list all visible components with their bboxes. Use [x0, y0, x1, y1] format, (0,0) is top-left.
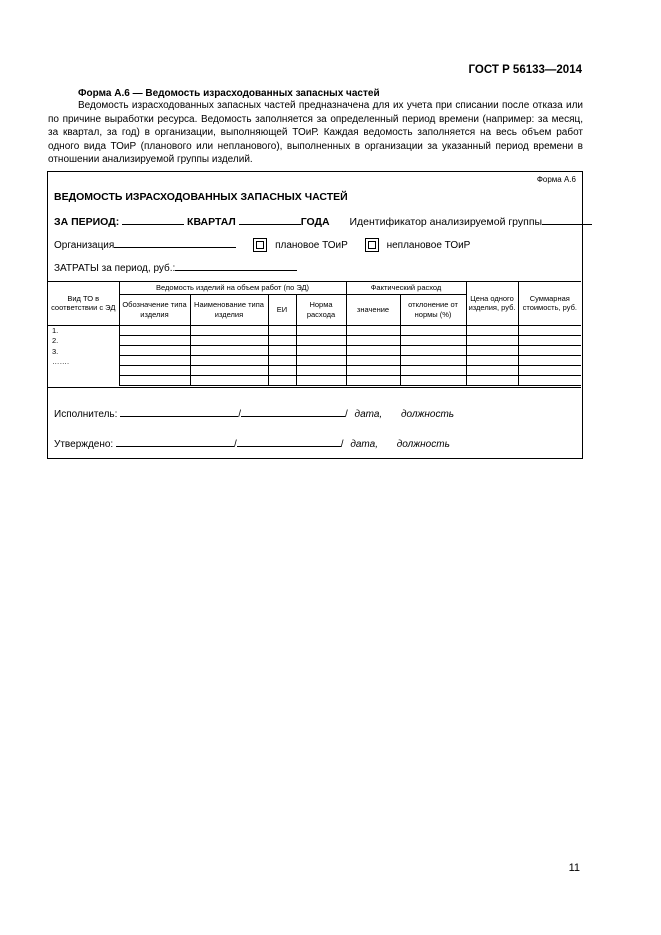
parts-table-wrapper	[48, 281, 581, 387]
table-cell[interactable]	[119, 325, 190, 335]
table-cell[interactable]	[518, 375, 581, 385]
table-cell[interactable]	[119, 355, 190, 365]
table-cell[interactable]	[296, 345, 346, 355]
form-heading: Форма А.6 — Ведомость израсходованных запасных частей	[78, 88, 380, 99]
table-cell[interactable]	[346, 375, 400, 385]
table-row	[48, 345, 581, 355]
table-cell[interactable]	[190, 325, 268, 335]
group-id-label: Идентификатор анализируемой группы	[349, 216, 543, 228]
table-cell[interactable]	[346, 325, 400, 335]
period-label: ЗА ПЕРИОД:	[54, 216, 120, 228]
group-actual-header: Фактический расход	[346, 282, 466, 294]
table-cell[interactable]	[400, 325, 466, 335]
item-numbers-cell	[48, 325, 119, 385]
unplanned-label: неплановое ТОиР	[386, 240, 471, 251]
table-cell[interactable]	[400, 345, 466, 355]
table-cell[interactable]	[518, 345, 581, 355]
organization-label: Организация	[54, 240, 115, 251]
period-row	[54, 215, 592, 228]
separator: /	[238, 409, 241, 420]
executor-date-label: дата,	[354, 409, 383, 420]
table-cell[interactable]	[400, 335, 466, 345]
table-cell[interactable]	[296, 325, 346, 335]
costs-label: ЗАТРАТЫ за период, руб.:	[54, 263, 176, 274]
table-cell[interactable]	[346, 335, 400, 345]
table-cell[interactable]	[268, 345, 296, 355]
year-label: ГОДА	[300, 216, 330, 228]
table-cell[interactable]	[466, 345, 518, 355]
table-cell[interactable]	[119, 335, 190, 345]
approved-row	[54, 437, 450, 450]
table-cell[interactable]	[296, 365, 346, 375]
col-name-header: Наименование типа изделия	[190, 294, 268, 325]
executor-label: Исполнитель:	[54, 409, 118, 420]
item-number: 2.	[52, 336, 59, 345]
table-cell[interactable]	[296, 355, 346, 365]
table-cell[interactable]	[268, 355, 296, 365]
col-kind-header: Вид ТО в соответствии с ЭД	[48, 282, 119, 325]
table-cell[interactable]	[268, 335, 296, 345]
table-cell[interactable]	[119, 375, 190, 385]
page-number: 11	[568, 862, 580, 874]
table-cell[interactable]	[466, 335, 518, 345]
standard-code: ГОСТ Р 56133—2014	[468, 64, 582, 76]
table-cell[interactable]	[518, 335, 581, 345]
table-cell[interactable]	[119, 365, 190, 375]
col-designation-header: Обозначение типа изделия	[119, 294, 190, 325]
table-cell[interactable]	[466, 325, 518, 335]
separator: /	[234, 439, 237, 450]
table-row	[48, 355, 581, 365]
costs-row	[54, 261, 297, 274]
executor-signature-field[interactable]	[241, 407, 345, 417]
table-cell[interactable]	[400, 355, 466, 365]
period-field[interactable]	[122, 215, 184, 225]
table-cell[interactable]	[518, 365, 581, 375]
executor-row	[54, 407, 454, 420]
signature-block	[48, 387, 581, 458]
table-row	[48, 325, 581, 335]
quarter-label: КВАРТАЛ	[187, 216, 236, 228]
planned-checkbox[interactable]	[253, 238, 267, 252]
executor-position-label: должность	[400, 409, 455, 420]
table-cell[interactable]	[466, 355, 518, 365]
organization-row	[54, 238, 470, 252]
planned-label: плановое ТОиР	[275, 240, 348, 251]
approved-date-label: дата,	[350, 439, 378, 450]
unplanned-checkbox[interactable]	[365, 238, 379, 252]
col-value-header: значение	[346, 294, 400, 325]
table-cell[interactable]	[346, 355, 400, 365]
table-cell[interactable]	[296, 375, 346, 385]
approved-label: Утверждено:	[54, 439, 114, 450]
table-cell[interactable]	[400, 375, 466, 385]
item-number: 3.	[52, 346, 59, 356]
executor-name-field[interactable]	[120, 407, 238, 417]
table-cell[interactable]	[346, 365, 400, 375]
costs-field[interactable]	[175, 261, 297, 271]
table-row	[48, 365, 581, 375]
table-cell[interactable]	[346, 345, 400, 355]
item-number: …….	[52, 357, 70, 366]
form-title: ВЕДОМОСТЬ ИЗРАСХОДОВАННЫХ ЗАПАСНЫХ ЧАСТЕЙ	[54, 191, 348, 203]
table-cell[interactable]	[190, 375, 268, 385]
form-a6	[47, 171, 583, 459]
table-cell[interactable]	[268, 365, 296, 375]
intro-paragraph: Ведомость израсходованных запасных частей предназначена для их учета при списании после отказа или по причине выработки ресурса. Ведомость заполняется за определенный период времени (например: за месяц, за квартал, за год) в организации, выполняющей ТОиР. Каждая ведомость заполняется на весь объем работ одного вида ТОиР (планового или непланового), выполненных в организации за указанный период времени в отношении анализируемой группы изделий.	[48, 100, 583, 165]
table-cell[interactable]	[190, 345, 268, 355]
table-cell[interactable]	[296, 335, 346, 345]
quarter-field[interactable]	[239, 215, 301, 225]
table-cell[interactable]	[190, 355, 268, 365]
table-cell[interactable]	[190, 335, 268, 345]
table-row	[48, 375, 581, 385]
separator: /	[340, 439, 344, 450]
col-price-header: Цена одного изделия, руб.	[466, 282, 518, 325]
approved-signature-field[interactable]	[237, 437, 341, 447]
table-row	[48, 335, 581, 345]
form-label: Форма А.6	[536, 175, 576, 184]
parts-table	[48, 282, 581, 386]
approved-name-field[interactable]	[116, 437, 234, 447]
table-cell[interactable]	[190, 365, 268, 375]
table-cell[interactable]	[268, 325, 296, 335]
approved-position-label: должность	[396, 439, 450, 450]
col-unit-header: ЕИ	[268, 294, 296, 325]
table-cell[interactable]	[268, 375, 296, 385]
table-cell[interactable]	[466, 375, 518, 385]
table-cell[interactable]	[518, 325, 581, 335]
table-cell[interactable]	[518, 355, 581, 365]
organization-field[interactable]	[114, 238, 236, 248]
group-items-header: Ведомость изделий на объем работ (по ЭД)	[119, 282, 346, 294]
col-deviation-header: отклонение от нормы (%)	[400, 294, 466, 325]
group-id-field[interactable]	[542, 215, 592, 225]
table-cell[interactable]	[119, 345, 190, 355]
col-norm-header: Норма расхода	[296, 294, 346, 325]
item-number: 1.	[52, 325, 59, 335]
table-cell[interactable]	[466, 365, 518, 375]
separator: /	[344, 409, 348, 420]
col-total-header: Суммарная стоимость, руб.	[518, 282, 581, 325]
table-cell[interactable]	[400, 365, 466, 375]
